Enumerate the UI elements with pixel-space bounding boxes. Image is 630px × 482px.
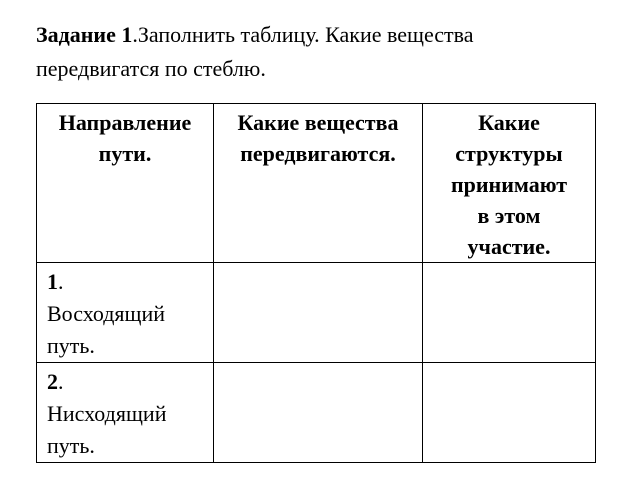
header-direction: Направление пути. [37, 104, 214, 263]
substances-cell[interactable] [214, 363, 423, 463]
row-label-line1: Восходящий [47, 301, 166, 326]
table-row [37, 263, 596, 363]
header-substances: Какие вещества передвигаются. [214, 104, 423, 263]
row-number: 2 [47, 369, 58, 394]
fill-table [36, 103, 596, 463]
substances-cell[interactable] [214, 263, 423, 363]
row-label: 2. Нисходящий путь. [47, 369, 167, 458]
task-text-line2: передвигатся по стеблю. [36, 56, 266, 81]
row-label-line2: путь. [47, 333, 95, 358]
header-structures: Какие структуры принимают в этом участие. [423, 104, 596, 263]
structures-cell[interactable] [423, 263, 596, 363]
header-row [37, 104, 596, 263]
task-label: Задание 1 [36, 22, 133, 47]
task-statement [36, 18, 616, 86]
row-label-line1: Нисходящий [47, 401, 167, 426]
row-number: 1 [47, 269, 58, 294]
task-text-line1: .Заполнить таблицу. Какие вещества [132, 22, 474, 47]
row-label-line2: путь. [47, 433, 95, 458]
row-label-cell [37, 363, 214, 463]
structures-cell[interactable] [423, 363, 596, 463]
row-label-cell [37, 263, 214, 363]
table-row [37, 363, 596, 463]
row-label: 1. Восходящий путь. [47, 269, 166, 358]
